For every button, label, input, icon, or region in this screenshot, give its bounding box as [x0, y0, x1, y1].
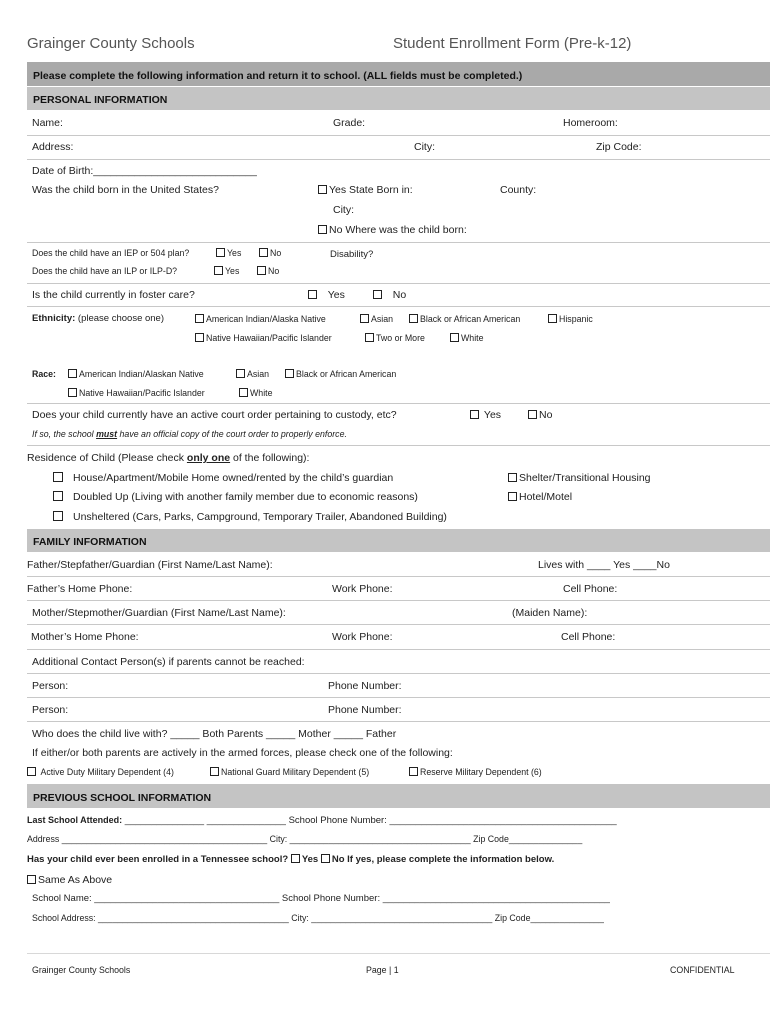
father-name-label[interactable]: Father/Stepfather/Guardian (First Name/Last Name): — [27, 559, 273, 571]
race-checkbox[interactable] — [239, 388, 248, 397]
homeroom-label[interactable]: Homeroom: — [563, 117, 618, 129]
residence-question: Residence of Child (Please check only one of the following): — [27, 452, 310, 464]
foster-question: Is the child currently in foster care? — [32, 289, 195, 301]
ethnicity-checkbox[interactable] — [195, 333, 204, 342]
ilp-yes-checkbox[interactable] — [214, 266, 223, 275]
ethnicity-checkbox[interactable] — [548, 314, 557, 323]
custody-question: Does your child currently have an active court order pertaining to custody, etc? — [32, 409, 397, 421]
ethnicity-option[interactable]: Black or African American — [409, 314, 520, 324]
lives-with-question[interactable]: Who does the child live with? _____ Both Parents _____ Mother _____ Father — [32, 728, 397, 740]
mother-home-phone-label[interactable]: Mother’s Home Phone: — [31, 631, 139, 643]
residence-option[interactable]: Unsheltered (Cars, Parks, Campground, Temporary Trailer, Abandoned Building) — [73, 511, 447, 523]
previous-address-field[interactable]: Address __________________________________________ City: _____________________________________ Zip Code_______________ — [27, 834, 583, 844]
ethnicity-checkbox[interactable] — [360, 314, 369, 323]
ethnicity-option[interactable]: White — [450, 333, 484, 343]
residence-option[interactable]: Doubled Up (Living with another family member due to economic reasons) — [73, 491, 418, 503]
residence-checkbox[interactable] — [53, 491, 63, 501]
maiden-name-label[interactable]: (Maiden Name): — [512, 607, 588, 619]
father-cell-phone-label[interactable]: Cell Phone: — [563, 583, 618, 595]
iep-question: Does the child have an IEP or 504 plan? — [32, 248, 190, 258]
iep-yes[interactable]: Yes — [216, 248, 241, 258]
previous-section-bar — [27, 784, 770, 808]
family-section-bar — [27, 529, 770, 552]
family-section-title: FAMILY INFORMATION — [33, 536, 147, 548]
tn-no-checkbox[interactable] — [321, 854, 330, 863]
race-label: Race: — [32, 369, 56, 379]
address-label[interactable]: Address: — [32, 141, 74, 153]
ilp-no-checkbox[interactable] — [257, 266, 266, 275]
residence-checkbox[interactable] — [508, 473, 517, 482]
name-label[interactable]: Name: — [32, 117, 63, 129]
military-option[interactable]: Active Duty Military Dependent (4) — [27, 767, 174, 777]
personal-section-title: PERSONAL INFORMATION — [33, 94, 168, 106]
grade-label[interactable]: Grade: — [333, 117, 366, 129]
mother-cell-phone-label[interactable]: Cell Phone: — [561, 631, 616, 643]
foster-yes-checkbox[interactable] — [308, 290, 317, 299]
disability-label[interactable]: Disability? — [330, 249, 374, 260]
tn-yes-checkbox[interactable] — [291, 854, 300, 863]
race-option[interactable]: Native Hawaiian/Pacific Islander — [68, 388, 205, 398]
previous-section-title: PREVIOUS SCHOOL INFORMATION — [33, 792, 212, 804]
footer-school: Grainger County Schools — [32, 965, 131, 975]
footer-page-number: Page | 1 — [366, 965, 399, 975]
ilp-question: Does the child have an ILP or ILP-D? — [32, 266, 178, 276]
military-option[interactable]: Reserve Military Dependent (6) — [409, 767, 542, 777]
custody-yes[interactable]: Yes — [470, 410, 501, 421]
military-checkbox[interactable] — [27, 767, 36, 776]
born-us-no[interactable]: No Where was the child born: — [318, 225, 467, 236]
residence-checkbox[interactable] — [508, 492, 517, 501]
foster-no[interactable]: No — [373, 290, 406, 301]
ethnicity-option[interactable]: Hispanic — [548, 314, 593, 324]
mother-name-label[interactable]: Mother/Stepmother/Guardian (First Name/Last Name): — [32, 607, 286, 619]
school-name-header: Grainger County Schools — [27, 35, 195, 52]
race-checkbox[interactable] — [68, 388, 77, 397]
county-label[interactable]: County: — [500, 184, 537, 196]
person-1-phone-label[interactable]: Phone Number: — [328, 680, 402, 692]
father-work-phone-label[interactable]: Work Phone: — [332, 583, 393, 595]
ethnicity-checkbox[interactable] — [365, 333, 374, 342]
residence-checkbox[interactable] — [53, 472, 63, 482]
ethnicity-checkbox[interactable] — [450, 333, 459, 342]
tennessee-question: Has your child ever been enrolled in a Tennessee school? Yes No If yes, please complete the information below. — [27, 854, 555, 865]
race-checkbox[interactable] — [285, 369, 294, 378]
dob-field[interactable]: Date of Birth:____________________________ — [32, 165, 257, 177]
personal-section-bar — [27, 87, 770, 110]
iep-no[interactable]: No — [259, 248, 281, 258]
born-city-label[interactable]: City: — [333, 204, 354, 216]
iep-yes-checkbox[interactable] — [216, 248, 225, 257]
instructions-bar — [27, 62, 770, 86]
iep-no-checkbox[interactable] — [259, 248, 268, 257]
born-us-no-checkbox[interactable] — [318, 225, 327, 234]
additional-contact-label: Additional Contact Person(s) if parents cannot be reached: — [32, 656, 305, 668]
foster-no-checkbox[interactable] — [373, 290, 382, 299]
ilp-yes[interactable]: Yes — [214, 266, 239, 276]
custody-note: If so, the school must have an official copy of the court order to properly enforce. — [32, 429, 347, 439]
race-option[interactable]: Black or African American — [285, 369, 396, 379]
born-us-question: Was the child born in the United States? — [32, 184, 219, 196]
same-as-above-option[interactable]: Same As Above — [27, 875, 112, 886]
footer-confidential: CONFIDENTIAL — [670, 965, 735, 975]
race-checkbox[interactable] — [236, 369, 245, 378]
ethnicity-option[interactable]: Two or More — [365, 333, 425, 343]
person-1-label[interactable]: Person: — [32, 680, 69, 692]
military-checkbox[interactable] — [409, 767, 418, 776]
born-us-yes-checkbox[interactable] — [318, 185, 327, 194]
born-us-yes[interactable]: Yes State Born in: — [318, 185, 413, 196]
person-2-phone-label[interactable]: Phone Number: — [328, 704, 402, 716]
foster-yes[interactable]: Yes — [308, 290, 345, 301]
city-label[interactable]: City: — [414, 141, 435, 153]
ethnicity-label: Ethnicity: (please choose one) — [32, 313, 165, 324]
mother-work-phone-label[interactable]: Work Phone: — [332, 631, 393, 643]
residence-option[interactable]: Shelter/Transitional Housing — [508, 473, 651, 484]
ethnicity-checkbox[interactable] — [409, 314, 418, 323]
military-question: If either/or both parents are actively in the armed forces, please check one of the following: — [32, 747, 453, 759]
residence-checkbox[interactable] — [53, 511, 63, 521]
residence-option[interactable]: Hotel/Motel — [508, 492, 572, 503]
military-checkbox[interactable] — [210, 767, 219, 776]
ilp-no[interactable]: No — [257, 266, 279, 276]
last-school-field[interactable]: Last School Attended: _______________ _______________ School Phone Number: ___________________________________________ — [27, 815, 617, 826]
instructions-text: Please complete the following information and return it to school. (ALL fields must be completed.) — [33, 70, 523, 82]
father-home-phone-label[interactable]: Father’s Home Phone: — [27, 583, 133, 595]
tn-school-name-field[interactable]: School Name: ___________________________________ School Phone Number: ___________________________________________ — [32, 893, 610, 904]
person-2-label[interactable]: Person: — [32, 704, 69, 716]
custody-no[interactable]: No — [528, 410, 552, 421]
race-checkbox[interactable] — [68, 369, 77, 378]
ethnicity-checkbox[interactable] — [195, 314, 204, 323]
tn-school-address-field[interactable]: School Address: _______________________________________ City: _____________________________________ Zip Code_______________ — [32, 913, 604, 923]
zip-label[interactable]: Zip Code: — [596, 141, 642, 153]
race-option[interactable]: American Indian/Alaskan Native — [68, 369, 204, 379]
residence-option[interactable]: House/Apartment/Mobile Home owned/rented by the child’s guardian — [73, 472, 394, 484]
father-lives-with[interactable]: Lives with ____ Yes ____No — [538, 559, 670, 571]
custody-yes-checkbox[interactable] — [470, 410, 479, 419]
race-option[interactable]: Asian — [236, 369, 269, 379]
ethnicity-option[interactable]: Asian — [360, 314, 393, 324]
form-title: Student Enrollment Form (Pre-k-12) — [393, 35, 632, 52]
race-option[interactable]: White — [239, 388, 273, 398]
same-as-above-checkbox[interactable] — [27, 875, 36, 884]
military-option[interactable]: National Guard Military Dependent (5) — [210, 767, 369, 777]
ethnicity-option[interactable]: Native Hawaiian/Pacific Islander — [195, 333, 332, 343]
custody-no-checkbox[interactable] — [528, 410, 537, 419]
ethnicity-option[interactable]: American Indian/Alaska Native — [195, 314, 326, 324]
